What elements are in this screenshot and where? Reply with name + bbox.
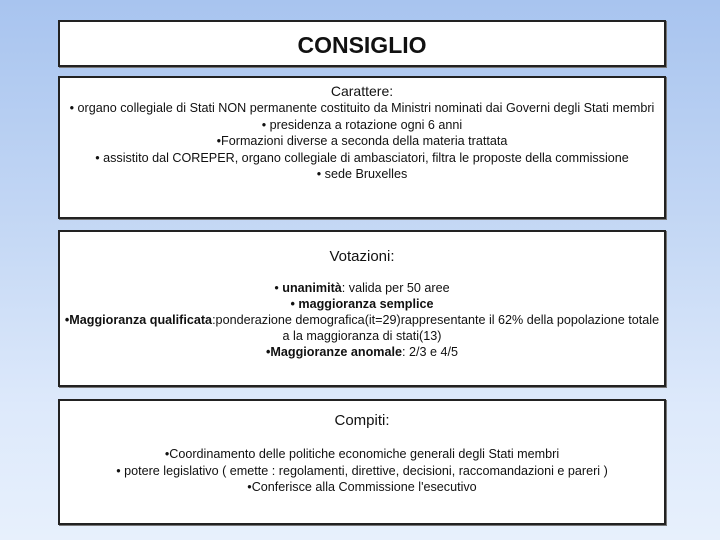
votazioni-item-maggioranza-qualificata <box>60 312 664 344</box>
item-term: •Maggioranze anomale <box>266 345 402 359</box>
carattere-line: •Formazioni diverse a seconda della materia trattata <box>216 134 508 148</box>
votazioni-item-maggioranza-semplice <box>60 296 664 312</box>
item-desc: :ponderazione demografica(it=29)rappresentante il 62% della popolazione totale a la maggioranza di stati(13) <box>212 313 660 343</box>
carattere-line: • assistito dal COREPER, organo collegiale di ambasciatori, filtra le proposte della commissione <box>95 150 629 165</box>
carattere-section <box>58 76 666 219</box>
page-title: CONSIGLIO <box>297 32 427 58</box>
compiti-heading: Compiti: <box>334 412 390 429</box>
item-desc: : valida per 50 aree <box>341 281 450 295</box>
votazioni-item-unanimita <box>60 280 664 296</box>
carattere-line: • organo collegiale di Stati NON permanente costituito da Ministri nominati dai Governi degli Stati membri <box>69 101 655 115</box>
title-box <box>58 20 666 67</box>
item-term: • maggioranza semplice <box>290 297 434 311</box>
item-term: unanimità <box>282 281 342 295</box>
item-desc: : 2/3 e 4/5 <box>401 345 458 359</box>
compiti-section <box>58 399 666 525</box>
votazioni-heading: Votazioni: <box>329 248 395 265</box>
votazioni-section <box>58 230 666 387</box>
compiti-line: •Coordinamento delle politiche economiche generali degli Stati membri <box>164 447 560 461</box>
item-term: •Maggioranza qualificata <box>64 313 213 327</box>
carattere-line: • sede Bruxelles <box>316 167 408 181</box>
compiti-line: • potere legislativo ( emette : regolamenti, direttive, decisioni, raccomandazioni e pareri ) <box>116 463 608 478</box>
carattere-line: • presidenza a rotazione ogni 6 anni <box>261 117 463 132</box>
bullet: • <box>274 281 283 295</box>
carattere-heading: Carattere: <box>330 83 394 99</box>
votazioni-item-maggioranze-anomale <box>60 344 664 360</box>
compiti-line: •Conferisce alla Commissione l'esecutivo <box>247 480 477 494</box>
